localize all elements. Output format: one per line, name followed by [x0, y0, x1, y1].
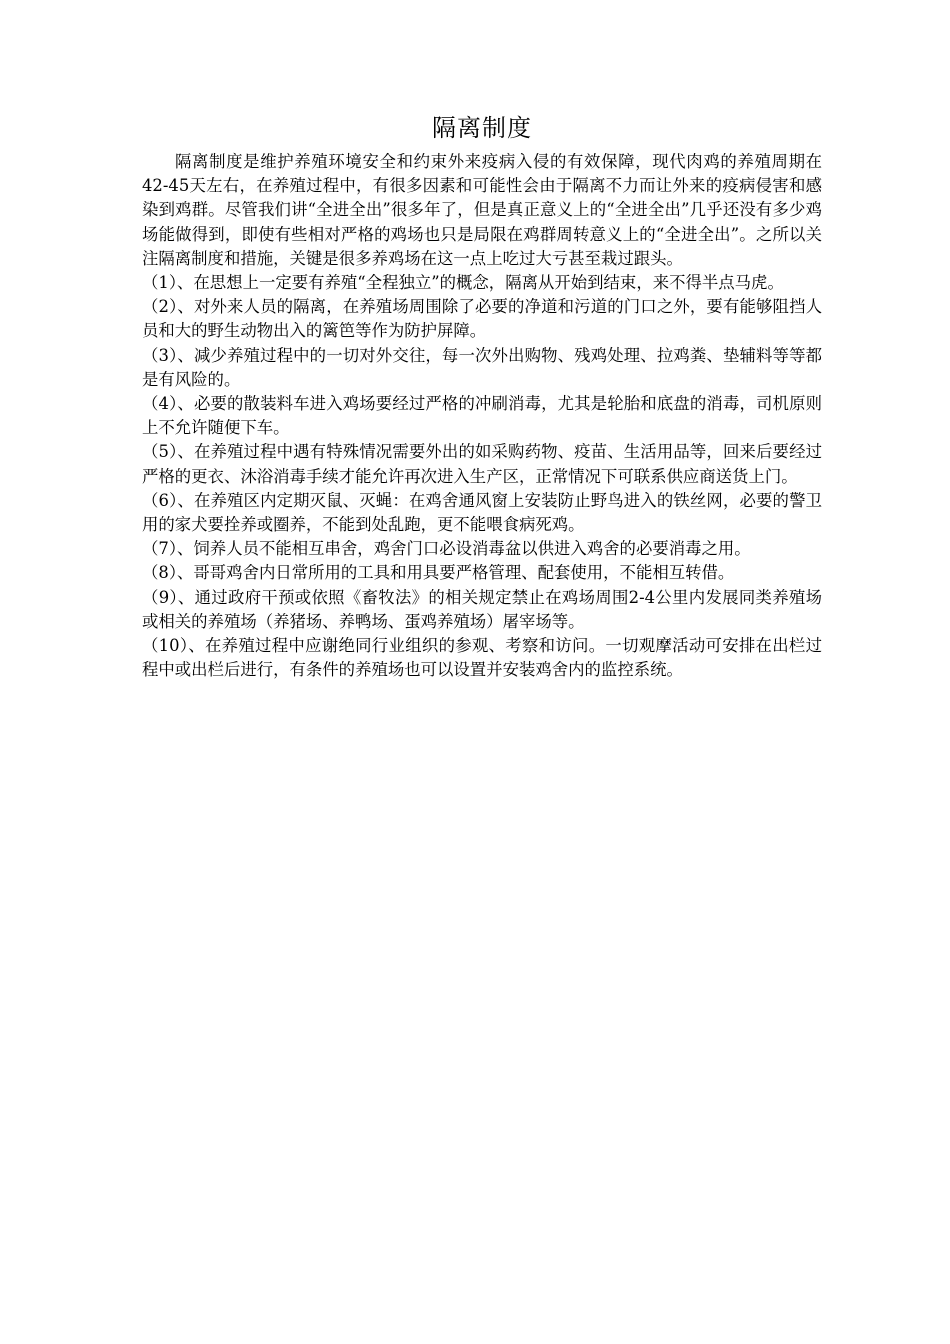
list-item-1: （1）、在思想上一定要有养殖“全程独立”的概念，隔离从开始到结束，来不得半点马虎。 [142, 273, 784, 293]
list-item-5: （5）、在养殖过程中遇有特殊情况需要外出的如采购药物、疫苗、生活用品等，回来后要经过严格的更衣、沐浴消毒手续才能允许再次进入生产区，正常情况下可联系供应商送货上门。 [142, 442, 822, 486]
list-item-2: （2）、对外来人员的隔离，在养殖场周围除了必要的净道和污道的门口之外，要有能够阻挡人员和大的野生动物出入的篱笆等作为防护屏障。 [142, 297, 822, 341]
list-item-10: （10）、在养殖过程中应谢绝同行业组织的参观、考察和访问。一切观摩活动可安排在出栏过程中或出栏后进行，有条件的养殖场也可以设置并安装鸡舍内的监控系统。 [142, 636, 822, 680]
list-item-8: （8）、哥哥鸡舍内日常所用的工具和用具要严格管理、配套使用，不能相互转借。 [142, 563, 735, 583]
document-page [142, 108, 822, 682]
list-item-9: （9）、通过政府干预或依照《畜牧法》的相关规定禁止在鸡场周围2-4公里内发展同类养殖场或相关的养殖场（养猪场、养鸭场、蛋鸡养殖场）屠宰场等。 [142, 587, 822, 631]
intro-paragraph: 隔离制度是维护养殖环境安全和约束外来疫病入侵的有效保障，现代肉鸡的养殖周期在42-45天左右，在养殖过程中，有很多因素和可能性会由于隔离不力而让外来的疫病侵害和感染到鸡群。尽管我们讲“全进全出”很多年了，但是真正意义上的“全进全出”几乎还没有多少鸡场能做得到，即使有些相对严格的鸡场也只是局限在鸡群周转意义上的“全进全出”。之所以关注隔离制度和措施，关键是很多养鸡场在这一点上吃过大亏甚至栽过跟头。 [142, 152, 822, 268]
list-item-6: （6）、在养殖区内定期灭鼠、灭蝇：在鸡舍通风窗上安装防止野鸟进入的铁丝网，必要的警卫用的家犬要拴养或圈养，不能到处乱跑，更不能喂食病死鸡。 [142, 490, 822, 535]
list-item-7: （7）、饲养人员不能相互串舍，鸡舍门口必设消毒盆以供进入鸡舍的必要消毒之用。 [142, 539, 751, 559]
page-title: 隔离制度 [432, 114, 532, 142]
list-item-3: （3）、减少养殖过程中的一切对外交往，每一次外出购物、残鸡处理、拉鸡粪、垫辅料等等都是有风险的。 [142, 345, 822, 389]
list-item-4: （4）、必要的散装料车进入鸡场要经过严格的冲刷消毒，尤其是轮胎和底盘的消毒，司机原则上不允许随便下车。 [142, 394, 822, 438]
